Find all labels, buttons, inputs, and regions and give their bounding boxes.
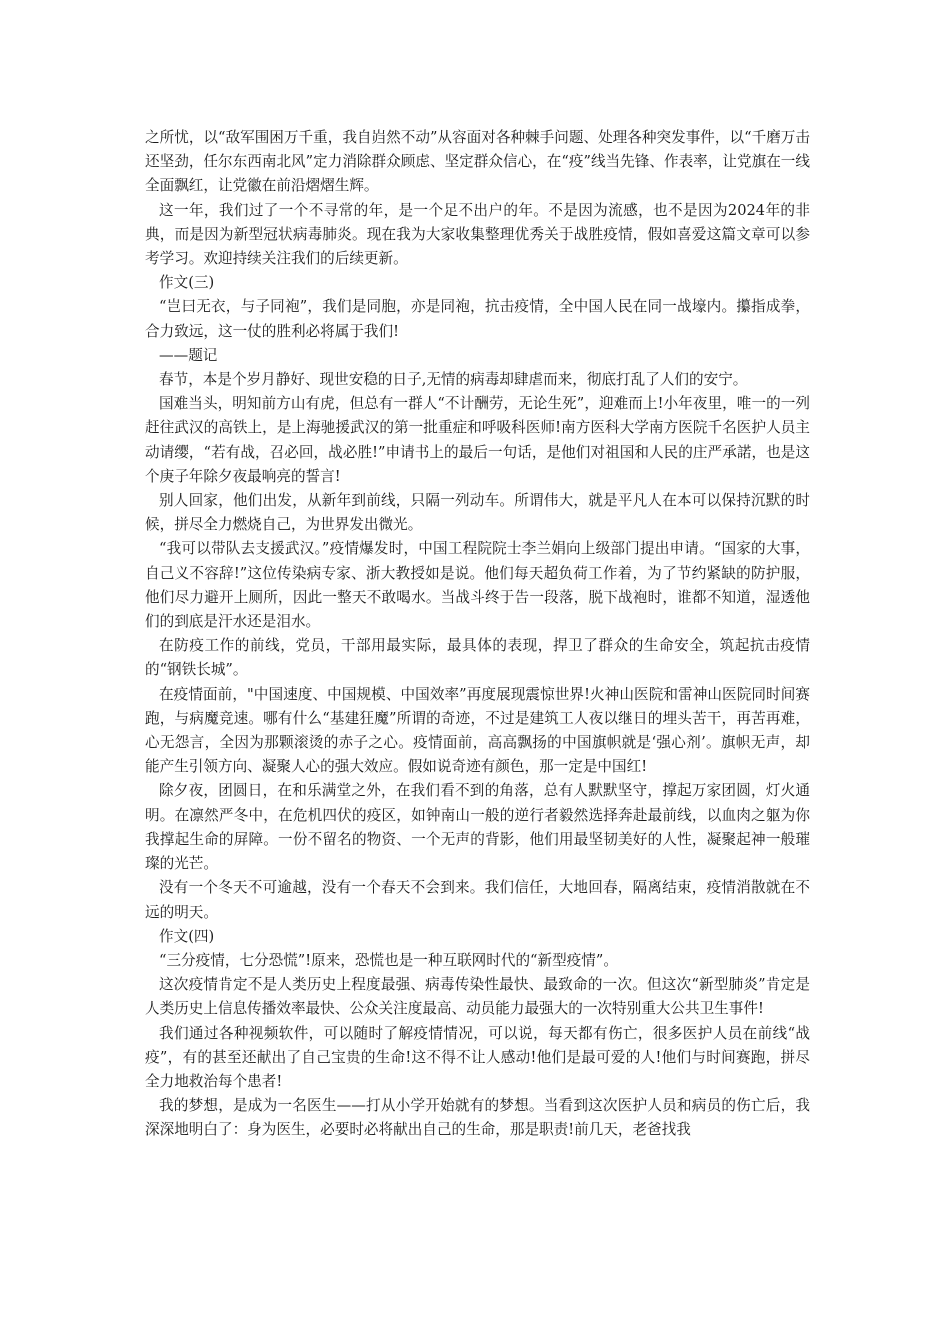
paragraph-body: “岂曰无衣，与子同袍”，我们是同胞，亦是同袍，抗击疫情，全中国人民在同一战壕内。攥指成拳，合力致远，这一仗的胜利必将属于我们! [145, 298, 810, 340]
paragraph-body: 这次疫情肯定不是人类历史上程度最强、病毒传染性最快、最致命的一次。但这次“新型肺炎”肯定是人类历史上信息传播效率最快、公众关注度最高、动员能力最强大的一次特别重大公共卫生事件! [145, 976, 810, 1018]
paragraph-body: 别人回家，他们出发，从新年到前线，只隔一列动车。所谓伟大，就是平凡人在本可以保持沉默的时候，拼尽全力燃烧自己，为世界发出微光。 [145, 492, 810, 534]
paragraph-intro-continued: 之所忧，以“敌军围困万千重，我自岿然不动”从容面对各种棘手问题、处理各种突发事件，以“千磨万击还坚劲，任尔东西南北风”定力消除群众顾虑、坚定群众信心，在“疫”线当先锋、作表率，让党旗在一线全面飘红，让党徽在前沿熠熠生辉。 [145, 129, 810, 195]
document-page [145, 126, 810, 1143]
epigraph-label: ——题记 [159, 346, 218, 364]
paragraph-body: 除夕夜，团圆日，在和乐满堂之外，在我们看不到的角落，总有人默默坚守，撑起万家团圆，灯火通明。在凛然严冬中，在危机四伏的疫区，如钟南山一般的逆行者毅然选择奔赴最前线，以血肉之躯为你我撑起生命的屏障。一份不留名的物资、一个无声的背影，他们用最坚韧美好的人性，凝聚起神一般璀璨的光芒。 [145, 782, 810, 873]
paragraph-body: 没有一个冬天不可逾越，没有一个春天不会到来。我们信任，大地回春，隔离结束，疫情消散就在不远的明天。 [145, 879, 810, 921]
essay-heading-3: 作文(三) [159, 274, 215, 292]
paragraph-body: 春节，本是个岁月静好、现世安稳的日子,无情的病毒却肆虐而来，彻底打乱了人们的安宁。 [159, 371, 748, 389]
paragraph-body: 在防疫工作的前线，党员，干部用最实际，最具体的表现，捍卫了群众的生命安全，筑起抗击疫情的“钢铁长城”。 [145, 637, 810, 679]
paragraph-body: 国难当头，明知前方山有虎，但总有一群人“不计酬劳，无论生死”，迎难而上!小年夜里，唯一的一列赶往武汉的高铁上，是上海驰援武汉的第一批重症和呼吸科医师!南方医科大学南方医院千名医护人员主动请缨，“若有战，召必回，战必胜!”申请书上的最后一句话，是他们对祖国和人民的庄严承諾，也是这个庚子年除夕夜最响亮的誓言! [145, 395, 810, 485]
essay-heading-4: 作文(四) [159, 927, 215, 945]
paragraph-body: 在疫情面前，"中国速度、中国规模、中国效率”再度展现震惊世界!火神山医院和雷神山医院同时间赛跑，与病魔竞速。哪有什么“基建狂魔”所谓的奇迹，不过是建筑工人夜以继日的埋头苦干，再苦再难，心无怨言，全因为那颗滚烫的赤子之心。疫情面前，高高飘扬的中国旗帜就是‘强心剂’。旗帜无声，却能产生引领方向、凝聚人心的强大效应。假如说奇迹有颜色，那一定是中国红! [145, 685, 810, 776]
paragraph-body: 我的梦想，是成为一名医生——打从小学开始就有的梦想。当看到这次医护人员和病员的伤亡后，我深深地明白了：身为医生，必要时必将献出自己的生命，那是职责!前几天，老爸找我 [145, 1097, 810, 1139]
paragraph-body: “三分疫情，七分恐慌”!原来，恐慌也是一种互联网时代的“新型疫情”。 [159, 951, 618, 969]
paragraph-body: 我们通过各种视频软件，可以随时了解疫情情况，可以说，每天都有伤亡，很多医护人员在前线“战疫”，有的甚至还献出了自己宝贵的生命!这不得不让人感动!他们是最可爱的人!他们与时间赛跑，拼尽全力地救治每个患者! [145, 1024, 810, 1090]
paragraph-body: “我可以带队去支援武汉。”疫情爆发时，中国工程院院士李兰娟向上级部门提出申请。“国家的大事，自己义不容辞!”这位传染病专家、浙大教授如是说。他们每天超负荷工作着，为了节约紧缺的防护服，他们尽力避开上厕所，因此一整天不敢喝水。当战斗终于告一段落，脱下战袍时，谁都不知道，湿透他们的到底是汗水还是泪水。 [145, 540, 810, 631]
paragraph-body: 这一年，我们过了一个不寻常的年，是一个足不出户的年。不是因为流感，也不是因为2024年的非典，而是因为新型冠状病毒肺炎。现在我为大家收集整理优秀关于战胜疫情，假如喜爱这篇文章可以参考学习。欢迎持续关注我们的后续更新。 [145, 201, 810, 268]
